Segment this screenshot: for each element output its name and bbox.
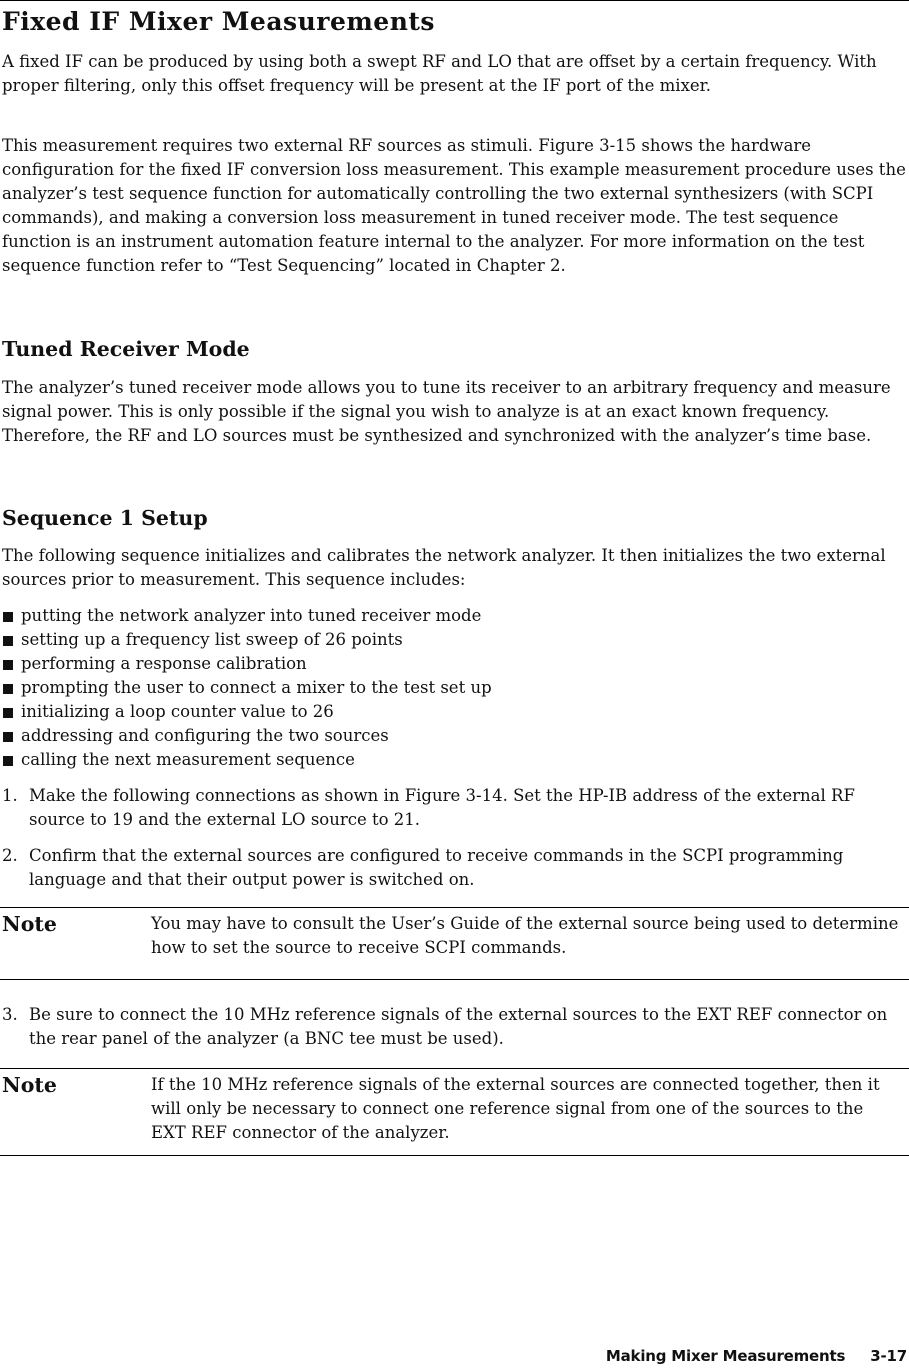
note-2-text: If the 10 MHz reference signals of the external sources are connected together, then it will only be necessary to connect one reference signal from one of the sources to the EXT REF connector of the analyzer. — [151, 1075, 880, 1142]
intro-paragraph-2: This measurement requires two external RF sources as stimuli. Figure 3-15 shows the hardware configuration for the fixed IF conversion loss measurement. This example measurement procedure uses the analyzer’s test sequence function for automatically controlling the two external synthesizers (with SCPI commands), and making a conversion loss measurement in tuned receiver mode. The test sequence function is an instrument automation feature internal to the analyzer. For more information on the test sequence function refer to “Test Sequencing” located in Chapter 2. — [2, 136, 906, 275]
bullet-item: addressing and configuring the two sources — [2, 724, 492, 748]
step-number: 2. — [2, 846, 18, 865]
note-1-top-rule — [0, 907, 909, 908]
step-number: 1. — [2, 786, 18, 805]
bullet-item: calling the next measurement sequence — [2, 748, 492, 772]
note-2-label: Note — [2, 1073, 57, 1097]
page-footer — [606, 1344, 907, 1368]
top-rule — [0, 0, 909, 1]
tuned-receiver-heading: Tuned Receiver Mode — [2, 337, 250, 361]
sequence-heading: Sequence 1 Setup — [2, 506, 208, 530]
note-2-top-rule — [0, 1068, 909, 1069]
intro-paragraph-1: A fixed IF can be produced by using both a swept RF and LO that are offset by a certain frequency. With proper filtering, only this offset frequency will be present at the IF port of the mixer. — [2, 52, 877, 95]
step-text: Be sure to connect the 10 MHz reference signals of the external sources to the EXT REF connector on the rear panel of the analyzer (a BNC tee must be used). — [29, 1005, 888, 1048]
step-number: 3. — [2, 1005, 18, 1024]
note-1-bottom-rule — [0, 979, 909, 980]
bullet-square-icon — [3, 660, 13, 670]
note-1-label: Note — [2, 912, 57, 936]
note-2-bottom-rule — [0, 1155, 909, 1156]
page-title: Fixed IF Mixer Measurements — [2, 7, 436, 36]
bullet-square-icon — [3, 612, 13, 622]
bullet-square-icon — [3, 732, 13, 742]
footer-section-title: Making Mixer Measurements — [605, 1347, 846, 1365]
bullet-square-icon — [3, 708, 13, 718]
bullet-square-icon — [3, 756, 13, 766]
footer-page-number: 3-17 — [870, 1347, 907, 1365]
bullet-item: setting up a frequency list sweep of 26 points — [2, 628, 492, 652]
bullet-item: initializing a loop counter value to 26 — [2, 700, 492, 724]
sequence-bullet-list — [2, 604, 492, 772]
bullet-item: putting the network analyzer into tuned receiver mode — [2, 604, 492, 628]
tuned-receiver-paragraph: The analyzer’s tuned receiver mode allows you to tune its receiver to an arbitrary frequency and measure signal power. This is only possible if the signal you wish to analyze is at an exact known frequency. Therefore, the RF and LO sources must be synthesized and synchronized with the analyzer’s time base. — [2, 378, 891, 445]
bullet-square-icon — [3, 636, 13, 646]
note-1-text: You may have to consult the User’s Guide of the external source being used to determine how to set the source to receive SCPI commands. — [151, 914, 899, 957]
step-text: Make the following connections as shown in Figure 3-14. Set the HP-IB address of the external RF source to 19 and the external LO source to 21. — [29, 786, 855, 829]
bullet-item: performing a response calibration — [2, 652, 492, 676]
bullet-square-icon — [3, 684, 13, 694]
bullet-item: prompting the user to connect a mixer to the test set up — [2, 676, 492, 700]
sequence-paragraph: The following sequence initializes and calibrates the network analyzer. It then initializes the two external sources prior to measurement. This sequence includes: — [2, 546, 886, 589]
step-text: Confirm that the external sources are configured to receive commands in the SCPI programming language and that their output power is switched on. — [29, 846, 844, 889]
